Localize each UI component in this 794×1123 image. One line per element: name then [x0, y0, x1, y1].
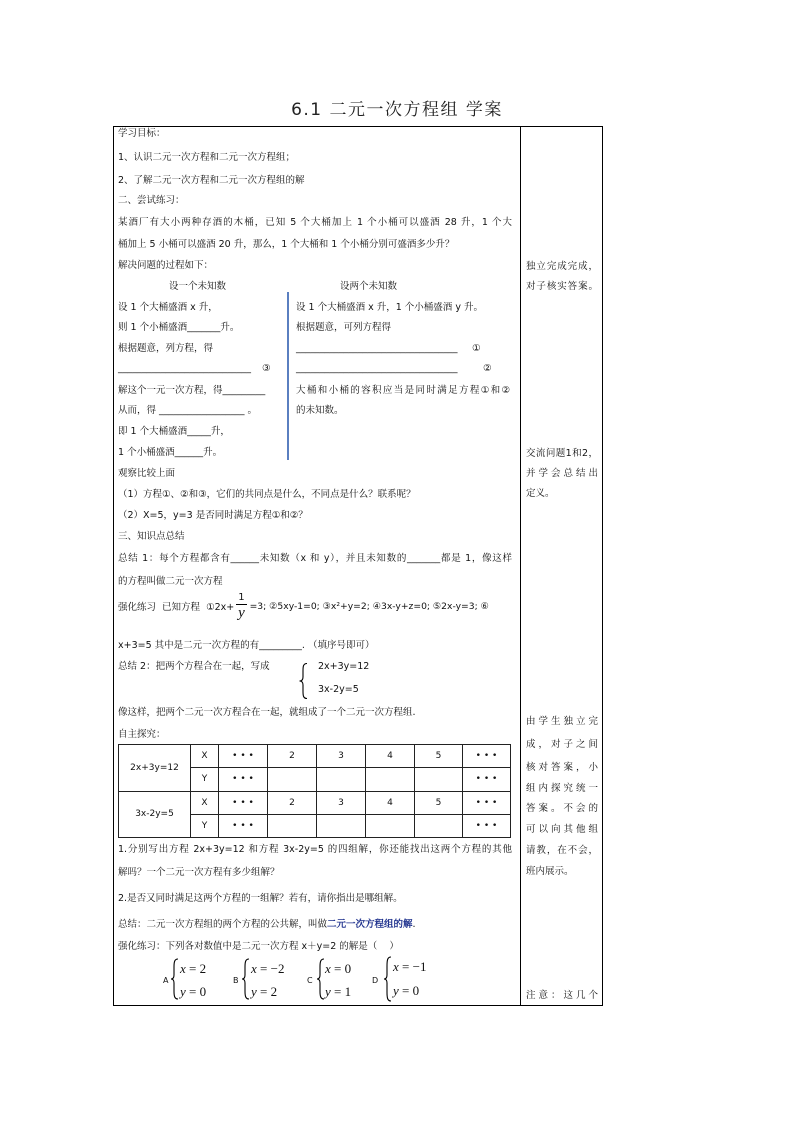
table-cell: • • •: [219, 814, 268, 837]
fraction: [236, 592, 246, 621]
equation-variable: x: [180, 961, 186, 976]
solutions-table: [118, 744, 511, 838]
drill-1-line-2: x+3=5 其中是二元一次方程的有_________. （填序号即可）: [118, 640, 375, 651]
two-unknowns-line: 大桶和小桶的容积应当是同时满足方程①和②: [296, 385, 510, 396]
table-cell: [366, 814, 415, 837]
solution-definition: [118, 919, 416, 931]
table-row: [119, 791, 511, 814]
option-equation: [325, 984, 351, 1000]
objective-item: 2、了解二元一次方程和二元一次方程组的解: [118, 175, 305, 186]
process-intro: 解决问题的过程如下：: [118, 260, 214, 271]
compare-question: （1）方程①、②和③，它们的共同点是什么，不同点是什么？联系呢？: [118, 489, 416, 500]
equation-variable: y: [325, 984, 331, 999]
table-cell: 4: [366, 745, 415, 768]
equation-marker-2: ②: [483, 363, 492, 374]
one-unknown-line: 则 1 个小桶盛酒_______升。: [118, 322, 240, 333]
one-unknown-line: 即 1 个大桶盛酒_____升，: [118, 426, 230, 437]
equation-marker-1: ①: [472, 343, 481, 354]
drill-1-line: [118, 592, 489, 620]
table-cell: 3: [317, 745, 366, 768]
side-note-line: 交流问题1和2，: [526, 448, 598, 459]
side-note-line: 组内探究统一: [526, 783, 598, 794]
table-cell: [317, 814, 366, 837]
one-unknown-line: 根据题意，列方程，得: [118, 343, 214, 354]
equation-value: = 2: [256, 984, 278, 999]
equation-value: = 0: [330, 961, 352, 976]
system-equation: 3x-2y=5: [318, 684, 359, 695]
two-unknowns-line: 的未知数。: [296, 405, 344, 416]
variable-label-cell: X: [191, 791, 219, 814]
side-note-line: 对子核实答案。: [526, 281, 598, 292]
equation-value: = −1: [398, 959, 427, 974]
table-cell: • • •: [463, 768, 511, 791]
option-equation: [325, 961, 351, 977]
variable-label-cell: X: [191, 745, 219, 768]
table-cell: 5: [415, 745, 463, 768]
left-brace-icon: [241, 958, 250, 1000]
side-note-line: 成，对子之间: [526, 739, 598, 750]
side-note-line: 核对答案，小: [526, 762, 598, 773]
variable-label-cell: Y: [191, 768, 219, 791]
knowledge-heading: 三、知识点总结: [118, 531, 185, 542]
summary-2-text: 总结 2：把两个方程合在一起，写成: [118, 661, 270, 672]
table-cell: 2: [268, 745, 317, 768]
option-label: D: [372, 976, 379, 985]
table-cell: 5: [415, 791, 463, 814]
solution-definition-term: 二元一次方程组的解: [327, 919, 413, 930]
side-note-line: 注意：这几个: [526, 990, 598, 1001]
compare-question: （2）X=5，y=3 是否同时满足方程①和②？: [118, 510, 308, 521]
equation-variable: y: [393, 983, 399, 998]
solution-definition-suffix: .: [412, 919, 416, 930]
side-note-line: 请教，在不会，: [526, 845, 598, 856]
equation-value: = 1: [330, 984, 352, 999]
one-unknown-line: 从而，得 __________________ 。: [118, 405, 258, 416]
page-title: 6.1 二元一次方程组 学案: [291, 100, 503, 120]
side-note-line: 独立完成完成，: [526, 261, 598, 272]
equation-blank: __________________________________: [296, 363, 458, 374]
variable-label-cell: Y: [191, 814, 219, 837]
equation-blank: ____________________________: [118, 363, 251, 374]
drill-1-prefix: 强化练习 已知方程 ①2x+: [118, 602, 235, 613]
side-note-line: 定义。: [526, 488, 555, 499]
left-brace-icon: [299, 663, 309, 699]
equation-variable: x: [251, 961, 257, 976]
summary-1-text: 总结 1：每个方程都含有______未知数（x 和 y），并且未知数的_______都是 1，像这样: [118, 553, 512, 564]
equation-variable: y: [180, 984, 186, 999]
side-note-line: 班内展示。: [526, 866, 574, 877]
drill-1-suffix: =3; ②5xy-1=0; ③x²+y=2; ④3x-y+z=0; ⑤2x-y=3; ⑥: [249, 600, 489, 612]
two-unknowns-heading: 设两个未知数: [340, 281, 398, 292]
equation-variable: x: [393, 959, 399, 974]
practice-heading: 二、尝试练习：: [118, 195, 185, 206]
table-cell: • • •: [463, 814, 511, 837]
equation-variable: x: [325, 961, 331, 976]
method-divider-line: [287, 292, 289, 460]
problem-text: 桶加上 5 小桶可以盛酒 20 升，那么，1 个大桶和 1 个小桶分别可盛酒多少升？: [118, 239, 455, 250]
option-equation: [180, 984, 206, 1000]
left-brace-icon: [383, 956, 392, 1002]
table-cell: [415, 768, 463, 791]
one-unknown-line: 1 个小桶盛酒______升。: [118, 447, 223, 458]
equation-value: = 2: [185, 961, 207, 976]
one-unknown-heading: 设一个未知数: [169, 281, 227, 292]
table-cell: [317, 768, 366, 791]
option-equation: [180, 961, 206, 977]
table-cell: [415, 814, 463, 837]
one-unknown-line: 解这个一元一次方程，得_________: [118, 385, 266, 396]
option-label: A: [163, 976, 169, 985]
objective-item: 1、认识二元一次方程和二元一次方程组；: [118, 152, 296, 163]
notes-column-divider: [520, 126, 521, 1005]
explore-question: 解吗？一个二元一次方程有多少组解？: [118, 867, 280, 878]
equation-cell: 3x-2y=5: [119, 791, 191, 838]
explore-heading: 自主探究：: [118, 729, 166, 740]
solution-definition-prefix: 总结：二元一次方程组的两个方程的公共解，叫做: [118, 919, 328, 930]
left-brace-icon: [170, 958, 179, 1000]
equation-blank: __________________________________: [296, 343, 458, 354]
side-note-line: 答案。不会的: [526, 803, 598, 814]
table-cell: • • •: [463, 745, 511, 768]
table-cell: • • •: [219, 791, 268, 814]
table-cell: [268, 814, 317, 837]
explore-question: 2.是否又同时满足这两个方程的一组解？若有，请你指出是哪组解。: [118, 893, 403, 904]
drill-2-question: 强化练习：下列各对数值中是二元一次方程 x＋y=2 的解是（ ）: [118, 941, 399, 952]
compare-heading: 观察比较上面: [118, 468, 176, 479]
equation-cell: 2x+3y=12: [119, 745, 191, 792]
option-equation: [251, 984, 277, 1000]
equation-value: = 0: [185, 984, 207, 999]
two-unknowns-line: 根据题意，可列方程得: [296, 322, 392, 333]
one-unknown-line: 设 1 个大桶盛酒 x 升，: [118, 302, 218, 313]
option-label: C: [307, 976, 313, 985]
side-note-line: 由学生独立完: [526, 716, 598, 727]
table-cell: • • •: [463, 791, 511, 814]
table-cell: [268, 768, 317, 791]
equation-marker-3: ③: [262, 363, 271, 374]
summary-1-text: 的方程叫做二元一次方程: [118, 576, 223, 587]
equation-value: = 0: [398, 983, 420, 998]
table-row: [119, 745, 511, 768]
option-equation: [251, 961, 284, 977]
problem-text: 某酒厂有大小两种存酒的木桶，已知 5 个大桶加上 1 个小桶可以盛酒 28 升，1 个大: [118, 217, 512, 228]
system-equation: 2x+3y=12: [318, 661, 370, 672]
two-unknowns-line: 设 1 个大桶盛酒 x 升，1 个小桶盛酒 y 升。: [296, 302, 483, 313]
side-note-line: 可以向其他组: [526, 824, 598, 835]
left-brace-icon: [316, 958, 325, 1000]
table-cell: • • •: [219, 768, 268, 791]
equation-variable: y: [251, 984, 257, 999]
fraction-numerator: 1: [238, 591, 245, 603]
objectives-heading: 学习目标：: [118, 128, 166, 139]
table-cell: [366, 768, 415, 791]
option-equation: [393, 983, 419, 999]
side-note-line: 并学会总结出: [526, 468, 598, 479]
fraction-denominator: y: [238, 604, 245, 621]
table-cell: 3: [317, 791, 366, 814]
table-cell: 4: [366, 791, 415, 814]
equation-value: = −2: [256, 961, 285, 976]
explore-question: 1.分别写出方程 2x+3y=12 和方程 3x-2y=5 的四组解，你还能找出这两个方程的其他: [118, 844, 512, 855]
table-cell: • • •: [219, 745, 268, 768]
option-equation: [393, 959, 426, 975]
option-label: B: [233, 976, 239, 985]
table-cell: 2: [268, 791, 317, 814]
system-definition: 像这样，把两个二元一次方程合在一起，就组成了一个二元一次方程组.: [118, 707, 416, 718]
